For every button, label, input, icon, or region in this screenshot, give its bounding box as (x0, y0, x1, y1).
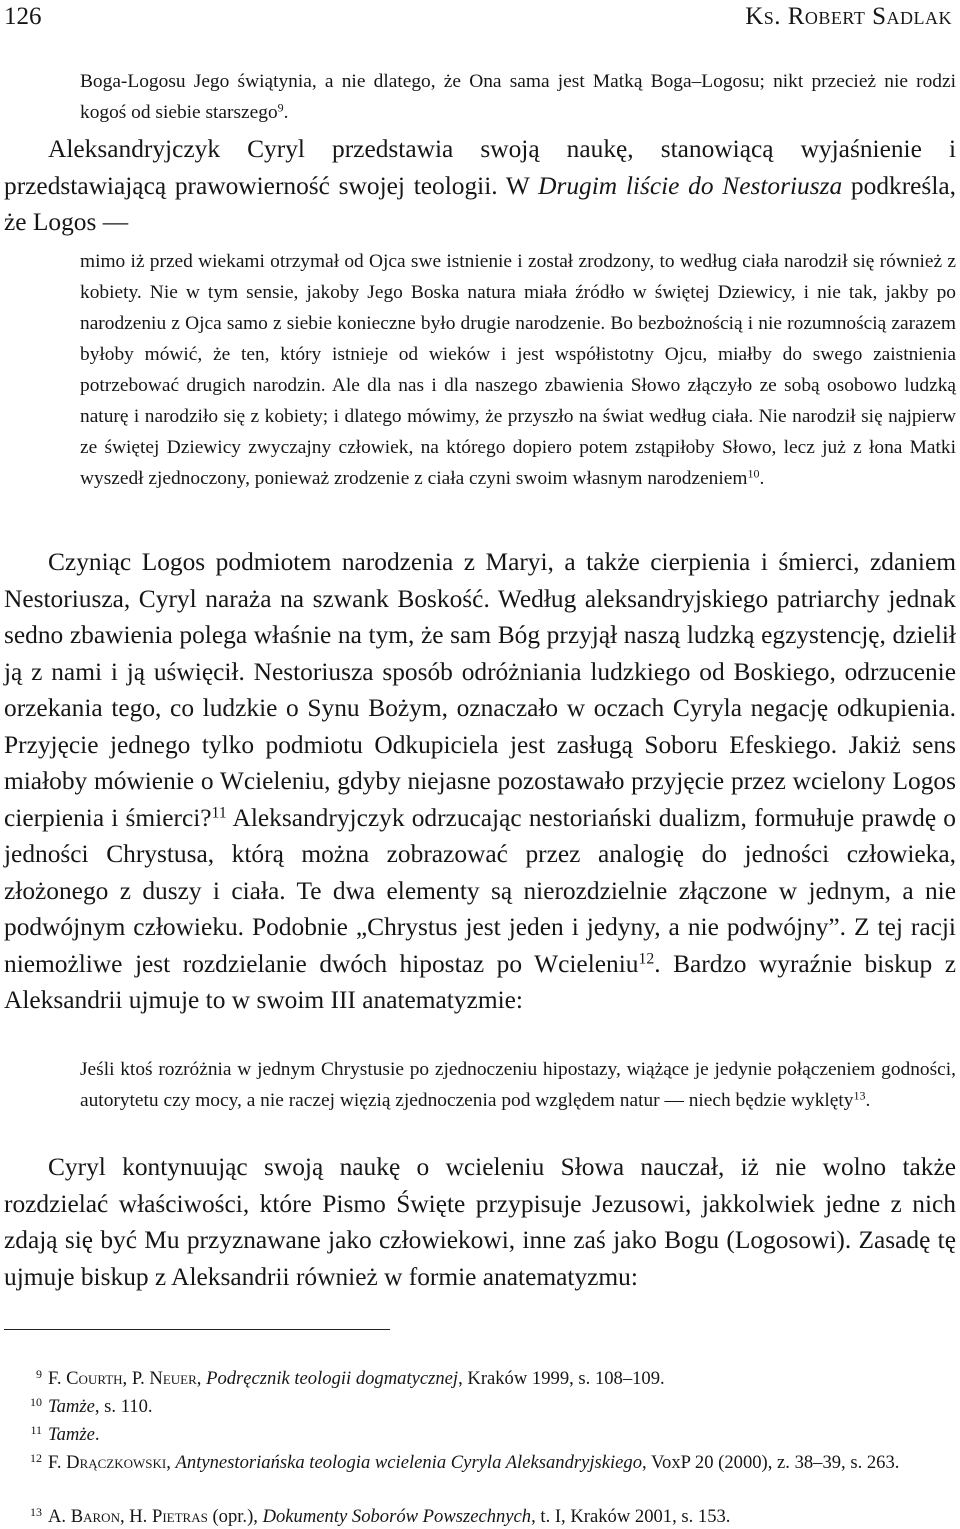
footnote-rest: , s. 110. (94, 1396, 153, 1417)
footnote-sep: , (166, 1452, 176, 1473)
footnote-number: 9 (36, 1367, 42, 1381)
paragraph-text: Czyniąc Logos podmiotem narodzenia z Maryi, a także cierpienia i śmierci, zdaniem Nestoriusza, Cyryl naraża na szwank Boskość. Według aleksandryjskiego patriarchy jednak sedno zbawienia polega właśnie na tym, że sam Bóg przyjął naszą ludzką egzystencję, dzielił ją z nami i ją uświęcił. Nestoriusza sposób odróżniania ludzkiego od Boskiego, odrzucenie orzekania tego, co ludzkie o Synu Bożym, oznaczało w oczach Cyryla negację odkupienia. Przyjęcie jednego tylko podmiotu Odkupiciela jest zasługą Soboru Efeskiego. Jakiż sens miałoby mówienie o Wcieleniu, gdyby niejasne pozostawało przyjęcie przez wcielony Logos cierpienia i śmierci? (4, 548, 956, 832)
paragraph-text: podkreśla, że Logos — (4, 171, 956, 236)
quote-text: Jeśli ktoś rozróżnia w jednym Chrystusie po zjednoczeniu hipostazy, wiążące je jedynie połączeniem godności, autorytetu czy mocy, a nie raczej więzią zjednoczenia pod względem natur — niech będzie wyklęty (80, 1059, 956, 1111)
footnote-title: Dokumenty Soborów Powszechnych (262, 1506, 532, 1527)
footnote-number: 13 (30, 1505, 42, 1519)
footnote-separator (4, 1329, 390, 1330)
footnote-rest: , t. I, Kraków 2001, s. 153. (531, 1506, 731, 1527)
paragraph (4, 131, 956, 241)
footnote-rest: , Kraków 1999, s. 108–109. (458, 1368, 665, 1389)
quote-text: Boga-Logosu Jego świątynia, a nie dlatego, że Ona sama jest Matką Boga–Logosu; nikt przecież nie rodzi kogoś od siebie starszego (80, 71, 956, 123)
work-title: Drugim liście do Nestoriusza (538, 171, 843, 200)
block-quote (80, 1054, 956, 1116)
footnote-ref: 9 (277, 100, 284, 115)
footnote-rest: . (94, 1424, 100, 1445)
block-quote (80, 66, 956, 128)
paragraph (4, 544, 956, 1019)
paragraph-text: . Bardzo wyraźnie biskup z Aleksandrii ujmuje to w swoim III anatematyzmie: (4, 949, 956, 1014)
footnote (4, 1500, 956, 1529)
paragraph-text: Aleksandryjczyk odrzucając nestoriański dualizm, formułuje prawdę o jedności Chrystusa, którą można zobrazować przez analogię do jedności człowieka, złożonego z duszy i ciała. Te dwa elementy są nierozdzielnie złączone w jednym, a nie podwójnym człowieku. Podobnie „Chrystus jest jeden i jedyny, a nie podwójny”. Z tej racji niemożliwe jest rozdzielanie dwóch hipostaz po Wcieleniu (4, 803, 956, 978)
footnote-ref: 10 (747, 466, 760, 481)
footnote-rest: , VoxP 20 (2000), z. 38–39, s. 263. (642, 1452, 900, 1473)
footnote-title: Podręcznik teologii dogmatycznej (206, 1368, 459, 1389)
footnote (4, 1418, 956, 1447)
footnote-ref: 13 (853, 1088, 866, 1103)
footnote-number: 12 (30, 1451, 42, 1465)
footnote-sep: , (196, 1368, 207, 1389)
quote-end: . (283, 102, 289, 123)
footnote (4, 1446, 956, 1475)
footnote-title: Tamże (48, 1424, 95, 1445)
footnote-number: 10 (30, 1395, 42, 1409)
footnote-title: Tamże (48, 1396, 95, 1417)
footnote-sep: (opr.), (207, 1506, 263, 1527)
footnote-ref: 11 (211, 803, 227, 821)
footnote-author: F. Drączkowski (48, 1452, 167, 1473)
quote-text: mimo iż przed wiekami otrzymał od Ojca swe istnienie i został zrodzony, to według ciała narodził się również z kobiety. Nie w tym sensie, jakoby Jego Boska natura miała źródło w świętej Dziewicy, i nie tak, jakby po narodzeniu z Ojca samo z siebie konieczne było drugie narodzenie. Bo bezbożnością i nie rozumnością zarazem byłoby mówić, że ten, który istnieje od wieków i jest współistotny Ojcu, miałby do swego zaistnienia potrzebować drugich narodzin. Ale dla nas i dla naszego zbawienia Słowo złączyło ze sobą osobowo ludzką naturę i narodziło się z kobiety; i dlatego mówimy, że przyszło na świat według ciała. Nie narodził się najpierw ze świętej Dziewicy zwyczajny człowiek, na którego dopiero potem zstąpiłoby Słowo, lecz już z łona Matki wyszedł zjednoczony, ponieważ zrodzenie z ciała czyni swoim własnym narodzeniem (80, 251, 956, 489)
footnote (4, 1390, 956, 1419)
footnote-author: F. Courth, P. Neuer (48, 1368, 197, 1389)
footnote (4, 1362, 956, 1391)
page-number: 126 (4, 3, 42, 30)
block-quote (80, 246, 956, 494)
paragraph-text: Cyryl kontynuując swoją naukę o wcieleniu Słowa nauczał, iż nie wolno także rozdzielać właściwości, które Pismo Święte przypisuje Jezusowi, jakkolwiek jedne z nich zdają się być Mu przyznawane jako człowiekowi, inne zaś jako Bogu (Logosowi). Zasadę tę ujmuje biskup z Aleksandrii również w formie anatematyzmu: (4, 1153, 956, 1291)
paragraph-text: Aleksandryjczyk Cyryl przedstawia swoją naukę, stanowiącą wyjaśnienie i przedstawiającą prawowierność swojej teologii. W (4, 135, 956, 200)
quote-end: . (759, 468, 765, 489)
footnote-ref: 12 (638, 949, 655, 967)
footnote-author: A. Baron, H. Pietras (48, 1506, 208, 1527)
footnote-number: 11 (30, 1423, 42, 1437)
running-head: Ks. Robert Sadlak (745, 3, 952, 30)
footnote-title: Antynestoriańska teologia wcielenia Cyryla Aleksandryjskiego (175, 1452, 643, 1473)
quote-end: . (865, 1090, 871, 1111)
paragraph (4, 1149, 956, 1295)
